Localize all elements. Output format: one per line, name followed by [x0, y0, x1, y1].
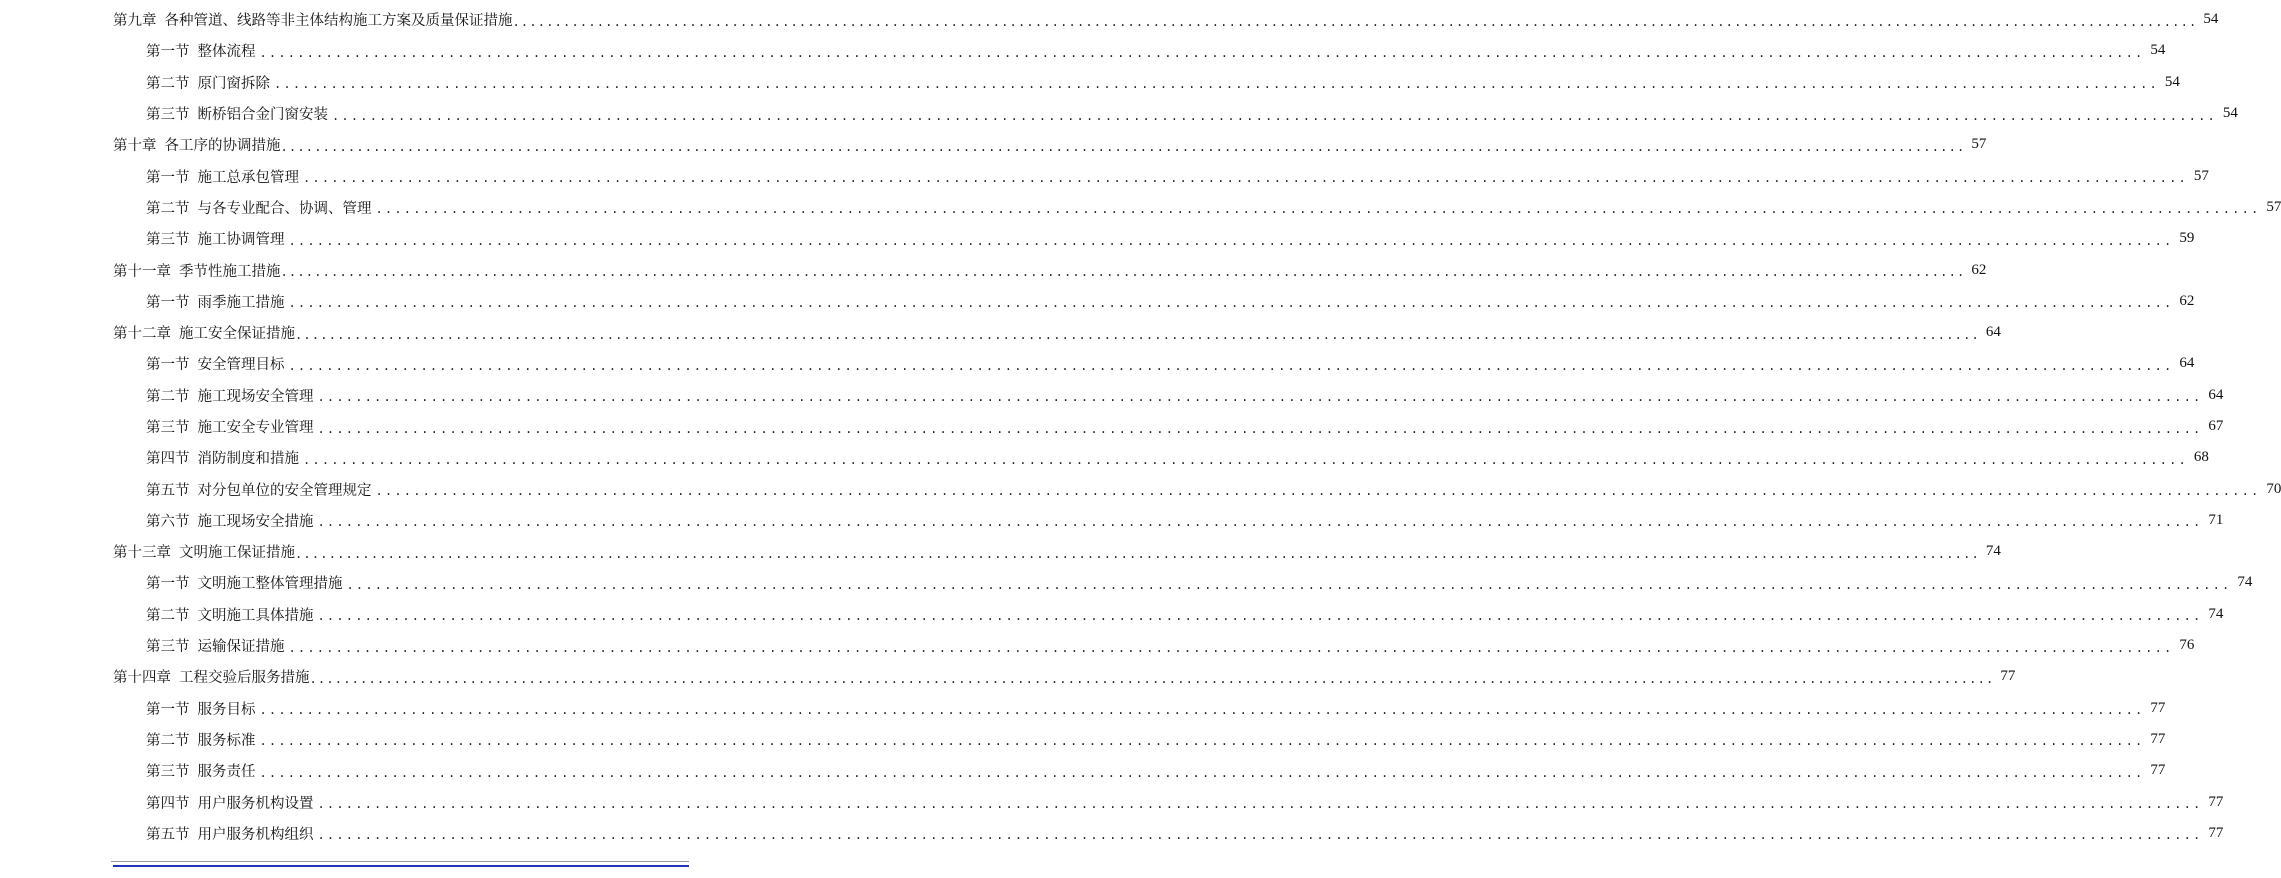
- dot-leader: ........................................................................................................................................................................................................: [317, 390, 2203, 405]
- dot-leader: ........................................................................................................................................................................................................: [332, 108, 2217, 123]
- toc-section-row[interactable]: [0, 505, 2224, 536]
- toc-section-row[interactable]: [0, 160, 2209, 191]
- toc-entry-title: 施工安全保证措施: [179, 326, 295, 343]
- toc-page-number: 74: [2237, 574, 2253, 591]
- toc-entry-number: 第二节: [146, 732, 190, 749]
- table-of-contents: [0, 4, 2281, 849]
- toc-entry-number: 第五节: [146, 482, 190, 499]
- toc-page-number: 77: [2150, 699, 2166, 716]
- toc-section-row[interactable]: [0, 818, 2224, 849]
- toc-page-number: 70: [2266, 480, 2281, 497]
- toc-entry-title: 文明施工具体措施: [197, 607, 314, 624]
- toc-entry-number: 第五节: [146, 826, 190, 843]
- toc-entry-title: 整体流程: [197, 44, 256, 61]
- toc-entry-number: 第十章: [113, 138, 157, 155]
- dot-leader: ........................................................................................................................................................................................................: [375, 202, 2261, 217]
- toc-entry-number: 第十二章: [113, 326, 171, 343]
- toc-entry-title: 施工现场安全措施: [197, 513, 314, 530]
- dot-leader: ........................................................................................................................................................................................................: [317, 797, 2203, 812]
- toc-entry-title: 安全管理目标: [197, 357, 285, 374]
- toc-entry-title: 运输保证措施: [197, 639, 285, 656]
- toc-page-number: 77: [2000, 668, 2016, 685]
- toc-page-number: 77: [2150, 762, 2166, 779]
- toc-entry-number: 第二节: [146, 75, 190, 92]
- dot-leader: ........................................................................................................................................................................................................: [280, 139, 1966, 154]
- toc-page-number: 67: [2208, 418, 2224, 434]
- toc-entry-title: 施工安全专业管理: [197, 420, 314, 436]
- dot-leader: ........................................................................................................................................................................................................: [295, 546, 1980, 561]
- toc-entry-title: 服务标准: [197, 732, 256, 749]
- toc-page-number: 57: [1971, 136, 1987, 153]
- dot-leader: ........................................................................................................................................................................................................: [259, 703, 2145, 718]
- toc-entry-number: 第一节: [146, 44, 190, 61]
- toc-chapter-row[interactable]: [0, 4, 2219, 35]
- dot-leader: ........................................................................................................................................................................................................: [288, 640, 2174, 655]
- toc-entry-title: 季节性施工措施: [179, 263, 281, 280]
- toc-page-number: 54: [2150, 42, 2166, 59]
- toc-entry-title: 用户服务机构组织: [197, 826, 314, 843]
- toc-page-number: 62: [1971, 261, 1987, 278]
- toc-entry-title: 施工现场安全管理: [197, 388, 314, 405]
- toc-section-row[interactable]: [0, 192, 2281, 223]
- toc-chapter-row[interactable]: [0, 254, 1987, 285]
- toc-entry-title: 服务目标: [197, 701, 256, 718]
- toc-entry-number: 第六节: [146, 513, 190, 530]
- toc-entry-title: 原门窗拆除: [197, 75, 270, 92]
- toc-page-number: 64: [1985, 324, 2001, 341]
- toc-section-row[interactable]: [0, 473, 2281, 504]
- toc-entry-number: 第三节: [146, 107, 190, 124]
- dot-leader: ........................................................................................................................................................................................................: [303, 171, 2188, 186]
- toc-section-row[interactable]: [0, 380, 2224, 411]
- dot-leader: ........................................................................................................................................................................................................: [512, 14, 2198, 29]
- toc-section-row[interactable]: [0, 98, 2238, 129]
- toc-page-number: 77: [2208, 793, 2224, 810]
- toc-section-row[interactable]: [0, 348, 2195, 379]
- toc-page-number: 62: [2179, 292, 2195, 309]
- toc-page-number: 59: [2179, 230, 2195, 247]
- toc-page-number: 57: [2193, 167, 2209, 184]
- dot-leader: ........................................................................................................................................................................................................: [317, 515, 2203, 530]
- toc-entry-number: 第一节: [146, 294, 190, 311]
- dot-leader: ........................................................................................................................................................................................................: [274, 77, 2159, 92]
- toc-entry-number: 第十三章: [113, 545, 171, 562]
- toc-page-number: 54: [2164, 73, 2180, 90]
- toc-page-number: 74: [2208, 605, 2224, 622]
- toc-entry-title: 施工总承包管理: [197, 169, 299, 186]
- toc-entry-number: 第一节: [146, 169, 190, 186]
- toc-section-row[interactable]: [0, 567, 2253, 598]
- toc-chapter-row[interactable]: [0, 129, 1987, 160]
- toc-page-number: 74: [1985, 543, 2001, 560]
- toc-entry-number: 第一节: [146, 701, 190, 718]
- toc-page-number: 54: [2222, 105, 2238, 122]
- dot-leader: ........................................................................................................................................................................................................: [259, 734, 2145, 749]
- dot-leader: ........................................................................................................................................................................................................: [375, 484, 2261, 499]
- toc-page-number: 77: [2150, 730, 2166, 747]
- toc-entry-number: 第十一章: [113, 263, 171, 280]
- toc-page-number: 64: [2208, 386, 2224, 403]
- dot-leader: ........................................................................................................................................................................................................: [317, 421, 2203, 436]
- dot-leader: ........................................................................................................................................................................................................: [317, 609, 2203, 624]
- toc-section-row[interactable]: [0, 286, 2195, 317]
- toc-page-number: 57: [2266, 198, 2281, 215]
- toc-section-row[interactable]: [0, 442, 2209, 473]
- dot-leader: ........................................................................................................................................................................................................: [346, 577, 2232, 592]
- toc-entry-title: 各种管道、线路等非主体结构施工方案及质量保证措施: [164, 13, 513, 30]
- toc-section-row[interactable]: [0, 67, 2180, 98]
- toc-entry-title: 文明施工保证措施: [179, 545, 295, 562]
- toc-section-row[interactable]: [0, 35, 2166, 66]
- toc-section-row[interactable]: [0, 755, 2166, 786]
- toc-entry-title: 文明施工整体管理措施: [197, 576, 343, 593]
- toc-section-row[interactable]: [0, 223, 2195, 254]
- toc-entry-number: 第三节: [146, 232, 190, 249]
- toc-chapter-row[interactable]: [0, 317, 2001, 348]
- toc-entry-number: 第四节: [146, 795, 190, 812]
- dot-leader: ........................................................................................................................................................................................................: [259, 765, 2145, 780]
- toc-entry-title: 断桥铝合金门窗安装: [197, 107, 328, 124]
- toc-entry-number: 第二节: [146, 607, 190, 624]
- toc-chapter-row[interactable]: [0, 536, 2001, 567]
- toc-page-number: 64: [2179, 355, 2195, 372]
- dot-leader: ........................................................................................................................................................................................................: [288, 358, 2174, 373]
- toc-entry-number: 第三节: [146, 420, 190, 436]
- toc-chapter-row[interactable]: [0, 661, 2016, 692]
- toc-entry-number: 第十四章: [113, 670, 171, 687]
- footer-rule-blue: [113, 865, 689, 867]
- toc-entry-title: 各工序的协调措施: [164, 138, 281, 155]
- toc-page-number: 76: [2179, 637, 2195, 654]
- dot-leader: ........................................................................................................................................................................................................: [309, 671, 1995, 686]
- toc-entry-number: 第九章: [113, 13, 157, 30]
- dot-leader: ........................................................................................................................................................................................................: [288, 233, 2174, 248]
- toc-entry-title: 对分包单位的安全管理规定: [197, 482, 372, 499]
- toc-entry-number: 第三节: [146, 764, 190, 781]
- toc-entry-number: 第三节: [146, 639, 190, 656]
- toc-section-row[interactable]: [0, 411, 2224, 442]
- toc-page-number: 68: [2193, 449, 2209, 466]
- toc-section-row[interactable]: [0, 693, 2166, 724]
- toc-entry-title: 雨季施工措施: [197, 294, 285, 311]
- toc-page-number: 71: [2208, 511, 2224, 528]
- toc-entry-number: 第二节: [146, 388, 190, 405]
- toc-entry-title: 与各专业配合、协调、管理: [197, 200, 372, 217]
- toc-section-row[interactable]: [0, 599, 2224, 630]
- toc-entry-number: 第四节: [146, 451, 190, 468]
- toc-section-row[interactable]: [0, 724, 2166, 755]
- toc-entry-number: 第一节: [146, 576, 190, 593]
- dot-leader: ........................................................................................................................................................................................................: [295, 327, 1980, 342]
- dot-leader: ........................................................................................................................................................................................................: [303, 452, 2188, 467]
- toc-section-row[interactable]: [0, 786, 2224, 817]
- toc-page-number: 54: [2203, 11, 2219, 28]
- dot-leader: ........................................................................................................................................................................................................: [280, 265, 1966, 280]
- toc-entry-title: 工程交验后服务措施: [179, 670, 310, 687]
- dot-leader: ........................................................................................................................................................................................................: [259, 45, 2145, 60]
- toc-entry-title: 消防制度和措施: [197, 451, 299, 468]
- dot-leader: ........................................................................................................................................................................................................: [288, 296, 2174, 311]
- footer-rule-gray: [111, 861, 689, 862]
- toc-entry-number: 第一节: [146, 357, 190, 374]
- toc-section-row[interactable]: [0, 630, 2195, 661]
- dot-leader: ........................................................................................................................................................................................................: [317, 828, 2203, 843]
- toc-entry-number: 第二节: [146, 200, 190, 217]
- toc-page-number: 77: [2208, 824, 2224, 841]
- toc-entry-title: 施工协调管理: [197, 232, 285, 249]
- toc-entry-title: 用户服务机构设置: [197, 795, 314, 812]
- toc-entry-title: 服务责任: [197, 764, 256, 781]
